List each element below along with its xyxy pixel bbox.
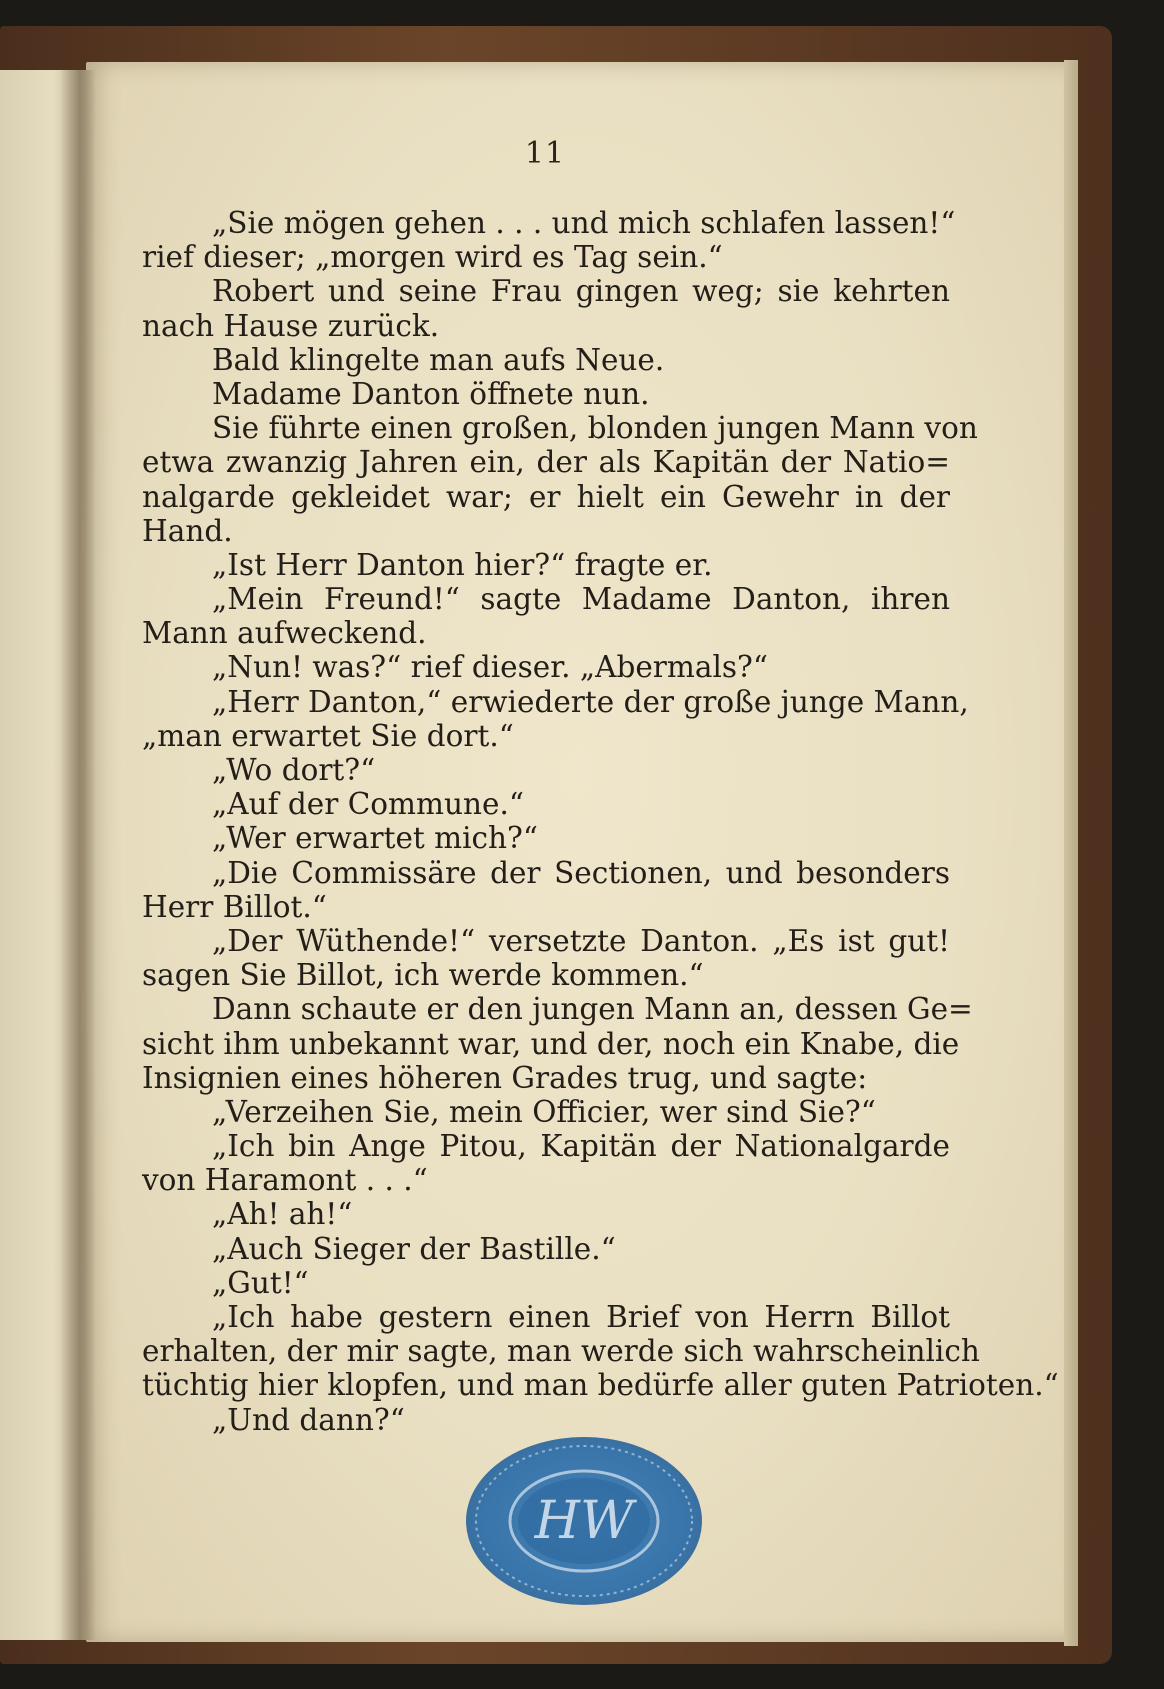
text-line: „Herr Danton,“ erwiederte der große junge Mann, bbox=[212, 684, 969, 719]
text-line: sicht ihm unbekannt war, und der, noch ein Knabe, die bbox=[142, 1026, 960, 1061]
stamp-monogram: HW bbox=[534, 1491, 634, 1551]
text-line: Herr Billot.“ bbox=[142, 889, 327, 924]
text-line: „Mein Freund!“ sagte Madame Danton, ihren bbox=[212, 582, 950, 617]
text-line: erhalten, der mir sagte, man werde sich wahrscheinlich bbox=[142, 1334, 980, 1369]
text-line: „Ist Herr Danton hier?“ fragte er. bbox=[212, 547, 713, 582]
page-number: 11 bbox=[524, 136, 566, 171]
text-line: „Wo dort?“ bbox=[212, 753, 376, 787]
text-line: „Wer erwartet mich?“ bbox=[212, 821, 538, 856]
text-line: „Und dann?“ bbox=[212, 1402, 405, 1437]
text-line: Mann aufweckend. bbox=[142, 616, 427, 651]
text-line: Hand. bbox=[142, 513, 233, 548]
text-line: Madame Danton öffnete nun. bbox=[212, 376, 650, 411]
book-gutter bbox=[60, 70, 96, 1640]
text-line: Robert und seine Frau gingen weg; sie kehrten bbox=[212, 274, 950, 309]
library-stamp-icon bbox=[462, 1434, 706, 1608]
text-line: „Auf der Commune.“ bbox=[212, 787, 524, 822]
text-line: „Auch Sieger der Bastille.“ bbox=[212, 1231, 616, 1266]
text-line: nalgarde gekleidet war; er hielt ein Gewehr in der bbox=[142, 479, 950, 514]
body-text bbox=[142, 206, 1059, 1437]
text-line: tüchtig hier klopfen, und man bedürfe aller guten Patrioten.“ bbox=[142, 1368, 1059, 1403]
text-line: „Nun! was?“ rief dieser. „Abermals?“ bbox=[212, 650, 768, 685]
text-line: Insignien eines höheren Grades trug, und sagte: bbox=[142, 1060, 868, 1095]
text-line: rief dieser; „morgen wird es Tag sein.“ bbox=[142, 240, 723, 275]
text-line: sagen Sie Billot, ich werde kommen.“ bbox=[142, 958, 704, 993]
text-line: „Gut!“ bbox=[212, 1265, 309, 1300]
page-fore-edge bbox=[1064, 60, 1078, 1646]
text-line: Bald klingelte man aufs Neue. bbox=[212, 342, 665, 377]
text-line: etwa zwanzig Jahren ein, der als Kapitän der Natio= bbox=[142, 445, 950, 480]
text-line: Dann schaute er den jungen Mann an, dessen Ge= bbox=[212, 992, 973, 1027]
text-line: „Ich habe gestern einen Brief von Herrn Billot bbox=[212, 1300, 950, 1334]
text-line: „man erwartet Sie dort.“ bbox=[142, 718, 514, 753]
text-line: „Die Commissäre der Sectionen, und besonders bbox=[212, 855, 950, 890]
text-line: Sie führte einen großen, blonden jungen Mann von bbox=[212, 411, 978, 446]
text-line: „Verzeihen Sie, mein Officier, wer sind Sie?“ bbox=[212, 1094, 876, 1129]
text-line: nach Hause zurück. bbox=[142, 308, 440, 343]
text-line: „Sie mögen gehen . . . und mich schlafen lassen!“ bbox=[212, 206, 956, 240]
text-line: „Ich bin Ange Pitou, Kapitän der Nationalgarde bbox=[212, 1129, 950, 1164]
text-line: „Ah! ah!“ bbox=[212, 1197, 353, 1232]
text-line: von Haramont . . .“ bbox=[142, 1163, 428, 1198]
text-line: „Der Wüthende!“ versetzte Danton. „Es ist gut! bbox=[212, 923, 950, 958]
